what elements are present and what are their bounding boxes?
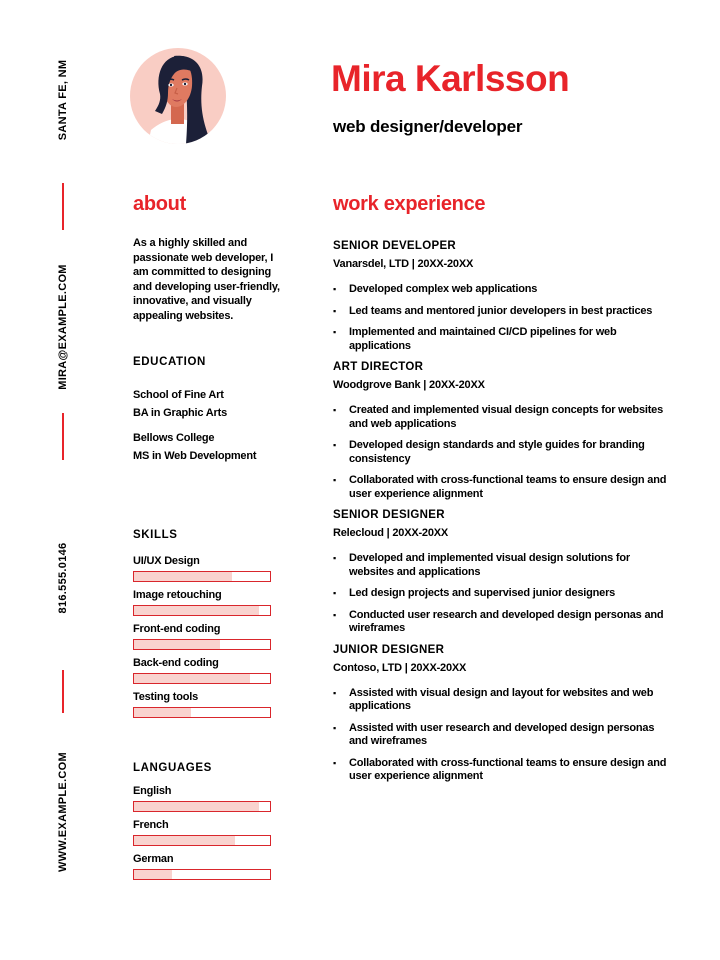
skill-label: Back-end coding <box>133 657 219 669</box>
job-title: JUNIOR DESIGNER <box>333 643 445 656</box>
education-entry <box>133 389 285 419</box>
skill-label: UI/UX Design <box>133 555 200 567</box>
job-bullets <box>333 687 671 784</box>
job-entry <box>333 509 671 636</box>
skill-bar-fill <box>134 606 259 615</box>
job-bullet: ▪ Developed complex web applications <box>333 283 671 297</box>
job-bullets <box>333 404 671 501</box>
job-bullet: ▪ Assisted with user research and developed design personas and wireframes <box>333 722 671 749</box>
job-company: Contoso, LTD | 20XX-20XX <box>333 661 467 674</box>
skill-bar-fill <box>134 640 220 649</box>
language-bar-fill <box>134 870 172 879</box>
language-item <box>133 785 285 812</box>
language-bar-fill <box>134 836 235 845</box>
languages-heading: LANGUAGES <box>133 762 212 774</box>
woman-portrait-icon <box>130 48 226 144</box>
work-experience-heading: work experience <box>333 193 486 215</box>
skill-bar-fill <box>134 674 250 683</box>
job-bullet: ▪ Implemented and maintained CI/CD pipelines for web applications <box>333 326 671 353</box>
skill-bar <box>133 639 271 650</box>
language-label: English <box>133 785 172 797</box>
skill-item <box>133 657 285 684</box>
language-bar <box>133 801 271 812</box>
skill-label: Image retouching <box>133 589 222 601</box>
language-label: German <box>133 853 174 865</box>
rail-divider <box>62 413 64 460</box>
rail-divider <box>62 183 64 230</box>
education-heading: EDUCATION <box>133 356 206 368</box>
job-bullet: ▪ Collaborated with cross-functional teams to ensure design and user experience alignment <box>333 757 671 784</box>
rail-email: MIRA@EXAMPLE.COM <box>57 264 69 390</box>
job-entry <box>333 240 671 353</box>
degree-name: BA in Graphic Arts <box>133 407 227 419</box>
skills-heading: SKILLS <box>133 529 178 541</box>
rail-phone: 816.555.0146 <box>57 542 69 614</box>
job-bullet: ▪ Developed design standards and style guides for branding consistency <box>333 439 671 466</box>
jobs-list <box>333 240 671 784</box>
right-column <box>333 193 671 792</box>
job-company: Woodgrove Bank | 20XX-20XX <box>333 379 485 391</box>
skill-bar <box>133 605 271 616</box>
skill-bar <box>133 571 271 582</box>
job-company: Vanarsdel, LTD | 20XX-20XX <box>333 258 474 270</box>
job-bullet: ▪ Conducted user research and developed design personas and wireframes <box>333 609 671 636</box>
rail-divider <box>62 670 64 713</box>
skill-bar <box>133 673 271 684</box>
left-column <box>133 193 285 880</box>
languages-list <box>133 785 285 880</box>
language-bar-fill <box>134 802 259 811</box>
language-item <box>133 819 285 846</box>
education-entry <box>133 432 285 462</box>
skill-bar-fill <box>134 708 191 717</box>
job-bullet: ▪ Developed and implemented visual design solutions for websites and applications <box>333 552 671 579</box>
job-bullet: ▪ Created and implemented visual design concepts for websites and web applications <box>333 404 671 431</box>
person-job-title: web designer/developer <box>333 117 523 136</box>
rail-location: SANTA FE, NM <box>57 59 69 141</box>
job-title: SENIOR DESIGNER <box>333 509 445 521</box>
skill-label: Testing tools <box>133 691 199 703</box>
skill-item <box>133 555 285 582</box>
job-entry <box>333 644 671 784</box>
job-title: ART DIRECTOR <box>333 361 424 373</box>
avatar <box>130 48 226 144</box>
skills-list <box>133 555 285 718</box>
job-bullet: ▪ Led teams and mentored junior developers in best practices <box>333 305 671 319</box>
language-bar <box>133 869 271 880</box>
job-bullet: ▪ Led design projects and supervised junior designers <box>333 587 671 601</box>
job-title: SENIOR DEVELOPER <box>333 240 457 252</box>
job-company: Relecloud | 20XX-20XX <box>333 527 449 539</box>
person-name: Mira Karlsson <box>331 58 570 99</box>
language-bar <box>133 835 271 846</box>
job-bullets <box>333 283 671 353</box>
job-bullet: ▪ Collaborated with cross-functional teams to ensure design and user experience alignment <box>333 474 671 501</box>
about-text: As a highly skilled and passionate web developer, I am committed to designing and developing user-friendly, innovative, and visually appealing websites. <box>133 237 280 322</box>
school-name: Bellows College <box>133 432 215 444</box>
job-bullets <box>333 552 671 636</box>
skill-bar <box>133 707 271 718</box>
school-name: School of Fine Art <box>133 389 224 401</box>
job-entry <box>333 361 671 501</box>
about-heading: about <box>133 193 186 215</box>
rail-website: WWW.EXAMPLE.COM <box>57 752 69 872</box>
skill-item <box>133 691 285 718</box>
skill-item <box>133 589 285 616</box>
language-item <box>133 853 285 880</box>
degree-name: MS in Web Development <box>133 450 257 462</box>
job-bullet: ▪ Assisted with visual design and layout for websites and web applications <box>333 687 671 714</box>
language-label: French <box>133 819 169 831</box>
skill-label: Front-end coding <box>133 623 221 635</box>
skill-item <box>133 623 285 650</box>
skill-bar-fill <box>134 572 232 581</box>
